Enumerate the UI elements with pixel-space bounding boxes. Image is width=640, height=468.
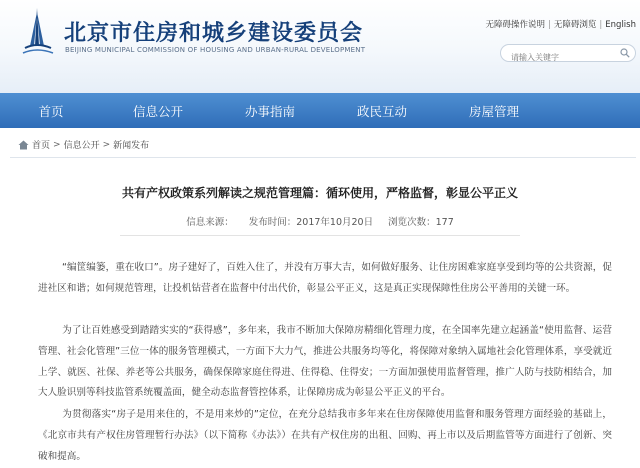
search-icon[interactable] [620,48,630,58]
main-nav [0,93,640,128]
nav-item-home[interactable]: 首页 [38,103,64,119]
site-header [0,0,640,93]
home-icon [18,140,29,150]
breadcrumb-home[interactable]: 首页 [32,141,51,151]
meta-source: 信息来源： [186,217,234,228]
site-title: 北京市住房和城乡建设委员会 [64,21,364,46]
site-subtitle: BEIJING MUNICIPAL COMMISSION OF HOUSING AND URBAN-RURAL DEVELOPMENT [65,46,366,54]
article-paragraph: “编筐编篓，重在收口”。房子建好了，百姓入住了，并没有万事大吉，如何做好服务、让住房困难家庭享受到均等的公共资源，促进社区和谐；如何规范管理，让投机钻营者在监督中付出代价，彰显公平正义，这是真正实现保障性住房公平善用的关键一环。 [38,262,612,294]
search-box [500,44,636,62]
nav-item-interaction[interactable]: 政民互动 [356,103,407,119]
top-links: 无障碍操作说明 | 无障碍浏览 | English [485,20,636,30]
article-title: 共有产权政策系列解读之规范管理篇：循环使用，严格监督，彰显公平正义 [121,186,518,200]
breadcrumb [18,138,149,151]
breadcrumb-info-disclosure[interactable]: 信息公开 [63,141,100,151]
english-link[interactable]: English [605,20,636,30]
logo-icon [17,6,57,58]
accessibility-guide-link[interactable]: 无障碍操作说明 [485,20,546,30]
nav-item-service-guide[interactable]: 办事指南 [244,103,295,119]
meta-views: 浏览次数：177 [388,217,454,228]
article-paragraph: 为贯彻落实“房子是用来住的，不是用来炒的”定位，在充分总结我市多年来在住房保障使用监督和服务管理方面经验的基础上，《北京市共有产权住房管理暂行办法》（以下简称《办法》）在共有产权住房的出租、回购、再上市以及后期监管等方面进行了创新、突破和提高。 [38,409,612,462]
nav-item-info-disclosure[interactable]: 信息公开 [132,103,183,119]
search-input[interactable] [501,50,601,66]
accessibility-browse-link[interactable]: 无障碍浏览 [553,20,597,30]
breadcrumb-news[interactable]: 新闻发布 [113,141,150,151]
article-meta [0,214,640,228]
breadcrumb-separator: > [53,139,61,150]
meta-published: 发布时间：2017年10月20日 [248,217,374,228]
breadcrumb-separator: > [102,139,111,150]
nav-item-housing-management[interactable]: 房屋管理 [468,103,519,119]
divider [10,157,636,158]
divider [120,235,520,236]
article-paragraph: 为了让百姓感受到踏踏实实的“获得感”，多年来，我市不断加大保障房精细化管理力度，在全国率先建立起涵盖“使用监督、运营管理、社会化管理”三位一体的服务管理模式，一方面下大力气，推进公共服务均等化，将保障对象纳入属地社会化管理体系，享受就近上学、就医、社保、养老等公共服务，确保保障家庭住得进、住得稳、住得安；一方面加强使用监督管理，推广人防与技防相结合，加大人脸识别等科技监管系统覆盖面，健全动态监督管控体系，让保障房成为彰显公平正义的平台。 [38,325,612,399]
